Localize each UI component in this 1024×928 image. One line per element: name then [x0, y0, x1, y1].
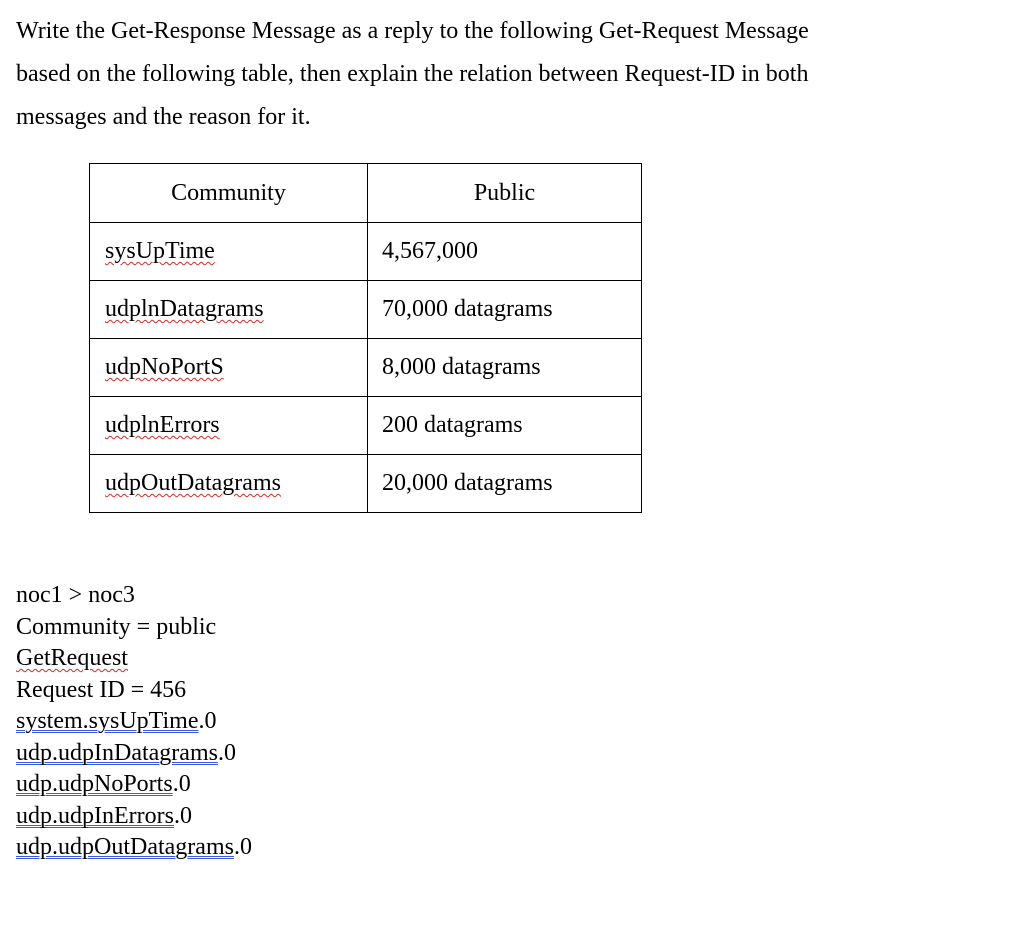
- table-cell-value: 8,000 datagrams: [368, 339, 642, 397]
- table-row: [90, 397, 642, 455]
- message-request-id: Request ID = 456: [16, 676, 187, 703]
- oid-suffix: .0: [217, 739, 236, 766]
- message-type: [16, 643, 252, 675]
- table-cell-value: 4,567,000: [368, 223, 642, 281]
- table-cell-name: [90, 397, 368, 455]
- table-row: [90, 455, 642, 513]
- table-cell-name: [90, 455, 368, 513]
- table-cell-name: [90, 339, 368, 397]
- oid-line: [16, 769, 252, 801]
- oid-suffix: .0: [172, 771, 191, 797]
- object-name: sysUpTime: [105, 238, 215, 264]
- oid-line: [16, 706, 252, 738]
- oid-name: udp.udpInDatagrams: [16, 739, 218, 766]
- table-header-public: Public: [368, 164, 642, 223]
- object-name: udplnDatagrams: [105, 296, 264, 322]
- table-cell-name: [90, 281, 368, 339]
- message-route: noc1 > noc3: [16, 582, 135, 608]
- table-row: [90, 281, 642, 339]
- mib-values-table: [89, 163, 642, 513]
- oid-name: udp.udpOutDatagrams: [16, 834, 234, 860]
- question-line-2: based on the following table, then explain the relation between Request-ID in both: [16, 61, 809, 87]
- table-header-community: Community: [90, 164, 368, 223]
- oid-name: system.sysUpTime: [16, 708, 199, 734]
- object-name: udpNoPortS: [105, 354, 224, 380]
- object-name: udplnErrors: [105, 412, 220, 438]
- oid-name: udp.udpNoPorts: [16, 771, 173, 797]
- table-row: [90, 339, 642, 397]
- question-line-3: messages and the reason for it.: [16, 104, 311, 130]
- table-cell-name: [90, 223, 368, 281]
- object-name: udpOutDatagrams: [105, 470, 281, 496]
- table-cell-value: 200 datagrams: [368, 397, 642, 455]
- table-cell-value: 20,000 datagrams: [368, 455, 642, 513]
- oid-suffix: .0: [198, 708, 217, 734]
- oid-suffix: .0: [233, 834, 252, 860]
- oid-suffix: .0: [173, 802, 192, 829]
- oid-name: udp.udpInErrors: [16, 802, 174, 829]
- message-type-text: GetRequest: [16, 645, 128, 671]
- question-text: [16, 10, 996, 139]
- table-row: [90, 223, 642, 281]
- oid-line: [16, 801, 252, 833]
- message-community: Community = public: [16, 613, 217, 640]
- question-line-1: Write the Get-Response Message as a reply to the following Get-Request Message: [16, 18, 809, 44]
- table-header-row: [90, 164, 642, 223]
- table-cell-value: 70,000 datagrams: [368, 281, 642, 339]
- get-request-message: [16, 580, 252, 864]
- oid-line: [16, 738, 252, 770]
- oid-line: [16, 832, 252, 864]
